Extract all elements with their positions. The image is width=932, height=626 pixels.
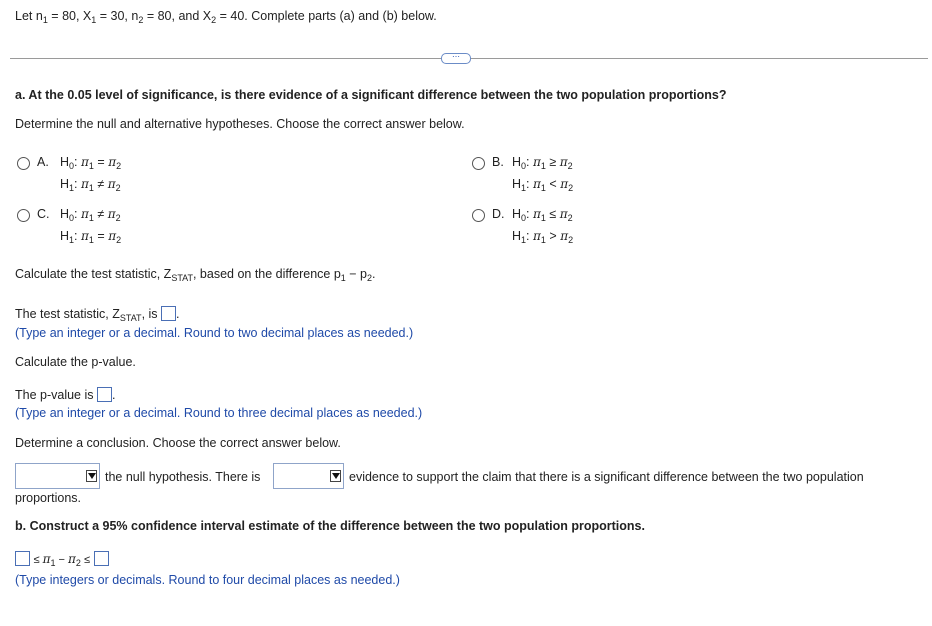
relation: ≠ [97,177,105,191]
part-a-question: a. At the 0.05 level of significance, is there evidence of a significant difference between the two population proportions? [15,88,727,102]
conclusion-end-text: evidence to support the claim that there is a significant difference between the two population [349,470,864,484]
relation: ≠ [97,207,105,221]
ci-expression: ≤ $\pi_1 - \pi_2$ ≤ [33,552,91,568]
reject-decision-dropdown[interactable] [15,463,100,489]
chevron-down-icon [86,470,97,482]
prompt-text: The test statistic, Z [15,307,120,321]
prompt-text: Calculate the test statistic, Z [15,267,172,281]
option-d-letter: D. [492,207,505,221]
test-statistic-prompt: Calculate the test statistic, $Z_{STAT}$, based on the difference $p_1 - p_2$. [15,267,376,283]
pvalue-prompt: Calculate the p-value. [15,355,136,369]
subscript: 1 [91,15,97,25]
confidence-interval-row [15,551,109,566]
conclusion-wrap-text: proportions. [15,491,82,505]
test-statistic-line: The test statistic, $Z_{STAT}$, is . [15,307,180,323]
statement-text: = 80, X [47,9,92,23]
prompt-text: . [372,267,376,281]
subscript: 2 [211,15,217,25]
option-b-h1: $H_1$: $\pi_1 < \pi_2$ [512,177,574,193]
relation: ≥ [549,155,557,169]
subscript: STAT [171,273,193,283]
relation: ≤ [549,207,557,221]
conclusion-mid-text: the null hypothesis. There is [105,470,261,484]
relation: < [549,177,557,191]
relation: = [97,229,105,243]
pvalue-line: The p-value is . [15,388,116,402]
part-b-question: b. Construct a 95% confidence interval estimate of the difference between the two population proportions. [15,519,645,533]
hypotheses-instruction: Determine the null and alternative hypotheses. Choose the correct answer below. [15,117,465,131]
option-a-radio[interactable] [17,157,30,170]
subscript: STAT [119,313,142,323]
option-a-h1: $H_1$: $\pi_1 \ne \pi_2$ [60,177,121,193]
option-c-h0: $H_0$: $\pi_1 \ne \pi_2$ [60,207,121,223]
option-a-h0: $H_0$: $\pi_1 = \pi_2$ [60,155,122,171]
evidence-dropdown[interactable] [273,463,344,489]
statement-text: = 30, n [96,9,139,23]
option-b-letter: B. [492,155,504,169]
option-d-radio[interactable] [472,209,485,222]
relation: = [97,155,105,169]
test-statistic-input[interactable] [161,306,176,321]
subscript: 2 [138,15,144,25]
relation: > [549,229,557,243]
test-statistic-hint: (Type an integer or a decimal. Round to two decimal places as needed.) [15,326,414,340]
prompt-text: , based on the difference p [192,267,341,281]
subscript: 1 [42,15,48,25]
more-button[interactable]: ⋯ [441,53,471,64]
chevron-down-icon [330,470,341,482]
option-b-radio[interactable] [472,157,485,170]
problem-statement [15,9,437,23]
ci-hint: (Type integers or decimals. Round to four decimal places as needed.) [15,573,400,587]
statement-text: = 80, and X [143,9,212,23]
option-d-h1: $H_1$: $\pi_1 > \pi_2$ [512,229,574,245]
statement-text: Let n [15,9,43,23]
prompt-text: The p-value is [15,388,94,402]
ci-upper-input[interactable] [94,551,109,566]
conclusion-prompt: Determine a conclusion. Choose the correct answer below. [15,436,341,450]
pvalue-hint: (Type an integer or a decimal. Round to three decimal places as needed.) [15,406,423,420]
option-d-h0: $H_0$: $\pi_1 \le \pi_2$ [512,207,573,223]
statement-text: = 40. Complete parts (a) and (b) below. [216,9,437,23]
prompt-text: , is [141,307,158,321]
option-b-h0: $H_0$: $\pi_1 \ge \pi_2$ [512,155,573,171]
pvalue-input[interactable] [97,387,112,402]
option-c-letter: C. [37,207,50,221]
option-c-radio[interactable] [17,209,30,222]
option-c-h1: $H_1$: $\pi_1 = \pi_2$ [60,229,122,245]
option-a-letter: A. [37,155,49,169]
ci-lower-input[interactable] [15,551,30,566]
